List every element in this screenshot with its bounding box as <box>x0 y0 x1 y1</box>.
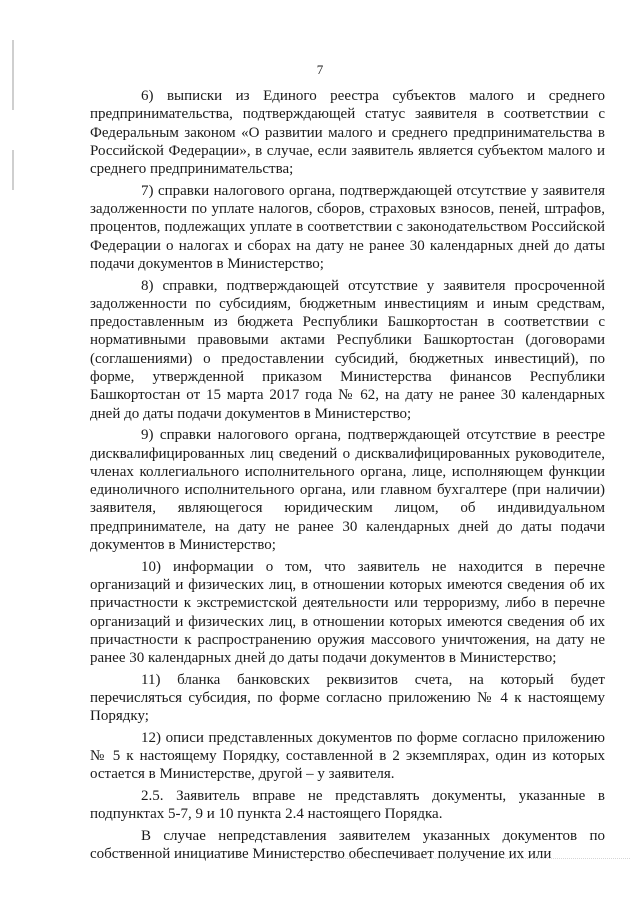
footer-artifact <box>285 858 630 859</box>
paragraph-item-6: 6) выписки из Единого реестра субъектов малого и среднего предпринимательства, подтверждающей статус заявителя в соответствии с Федеральным законом «О развитии малого и среднего предпринимательства в Российской Федерации», в случае, если заявитель является субъектом малого и среднего предпринимательства; <box>90 88 605 178</box>
paragraph-item-12: 12) описи представленных документов по форме согласно приложению № 5 к настоящему Порядку, составленной в 2 экземплярах, один из которых остается в Министерстве, другой – у заявителя. <box>90 729 605 783</box>
paragraph-item-8: 8) справки, подтверждающей отсутствие у заявителя просроченной задолженности по субсидиям, бюджетным инвестициям и иным средствам, предоставленным из бюджета Республики Башкортостан в соответствии с нормативными правовыми актами Республики Башкортостан (договорами (соглашениями) о предоставлении субсидий, бюджетных инвестиций), по форме, утвержденной приказом Министерства финансов Республики Башкортостан от 15 марта 2017 года № 62, на дату не ранее 30 календарных дней до даты подачи документов в Министерство; <box>90 277 605 422</box>
paragraph-2-5: 2.5. Заявитель вправе не представлять документы, указанные в подпунктах 5-7, 9 и 10 пункта 2.4 настоящего Порядка. <box>90 788 605 823</box>
paragraph-item-9: 9) справки налогового органа, подтверждающей отсутствие в реестре дисквалифицированных лиц сведений о дисквалифицированных руководителе, членах коллегиального исполнительного органа, лице, исполняющем функции единоличного исполнительного органа, или главном бухгалтере (при наличии) заявителя, являющегося юридическим лицом, об индивидуальном предпринимателе, на дату не ранее 30 календарных дней до даты подачи документов в Министерство; <box>90 427 605 554</box>
paragraph-item-11: 11) бланка банковских реквизитов счета, на который будет перечисляться субсидия, по форме согласно приложению № 4 к настоящему Порядку; <box>90 671 605 725</box>
page-number: 7 <box>316 62 324 77</box>
scan-artifact <box>12 150 14 190</box>
paragraph-item-7: 7) справки налогового органа, подтверждающей отсутствие у заявителя задолженности по уплате налогов, сборов, страховых взносов, пеней, штрафов, процентов, подлежащих уплате в соответствии с законодательством Российской Федерации о налогах и сборах на дату не ранее 30 календарных дней до даты подачи документов в Министерство; <box>90 182 605 272</box>
document-body <box>90 87 605 867</box>
paragraph-non-submission: В случае непредставления заявителем указанных документов по собственной инициативе Министерство обеспечивает получение их или <box>90 827 605 863</box>
paragraph-item-10: 10) информации о том, что заявитель не находится в перечне организаций и физических лиц, в отношении которых имеются сведения об их причастности к экстремистской деятельности или терроризму, либо в перечне организаций и физических лиц, в отношении которых имеются сведения об их причастности к распространению оружия массового уничтожения, на дату не ранее 30 календарных дней до даты подачи документов в Министерство; <box>90 558 605 667</box>
